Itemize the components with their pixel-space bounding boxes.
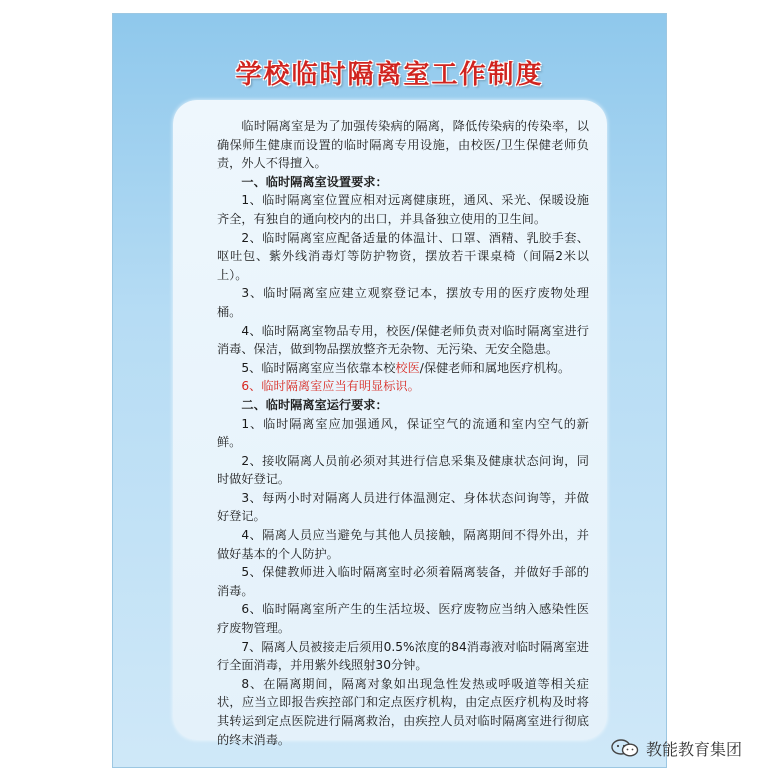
operation-rule-7: 7、隔离人员被接走后须用0.5%浓度的84消毒液对临时隔离室进行全面消毒，并用紫外线照射30分钟。: [217, 639, 589, 673]
watermark-text: 教能教育集团: [646, 739, 743, 759]
poster-board: [112, 13, 667, 768]
setup-rule-6: 6、临时隔离室应当有明显标识。: [241, 379, 420, 394]
poster-title: 学校临时隔离室工作制度: [235, 60, 544, 90]
setup-rule-4: 4、临时隔离室物品专用，校医/保健老师负责对临时隔离室进行消毒、保洁，做到物品摆放整齐无杂物、无污染、无安全隐患。: [217, 323, 589, 357]
operation-rule-1: 1、临时隔离室应加强通风，保证空气的流通和室内空气的新鲜。: [217, 416, 589, 450]
operation-rule-6: 6、临时隔离室所产生的生活垃圾、医疗废物应当纳入感染性医疗废物管理。: [217, 602, 589, 636]
operation-rule-2: 2、接收隔离人员前必须对其进行信息采集及健康状态问询，同时做好登记。: [217, 453, 589, 487]
operation-rule-4: 4、隔离人员应当避免与其他人员接触，隔离期间不得外出，并做好基本的个人防护。: [217, 528, 589, 561]
setup-rule-5-end: /保健老师和属地医疗机构。: [419, 360, 571, 375]
setup-rule-5: [217, 359, 589, 378]
content-panel: [173, 100, 607, 747]
section-heading-operation: 二、临时隔离室运行要求：: [241, 397, 388, 412]
operation-rule-3: 3、每两小时对隔离人员进行体温测定、身体状态问询等，并做好登记。: [217, 490, 589, 524]
wechat-icon: [610, 738, 640, 758]
setup-rule-5-start: 5、临时隔离室应当依靠本校: [241, 360, 396, 375]
section-heading-setup: 一、临时隔离室设置要求：: [241, 174, 388, 189]
setup-rule-2: 2、临时隔离室应配备适量的体温计、口罩、酒精、乳胶手套、呕吐包、紫外线消毒灯等防护物资，摆放若干课桌椅（间隔2米以上）。: [217, 230, 589, 282]
operation-rule-8: 8、在隔离期间，隔离对象如出现急性发热或呼吸道等相关症状，应当立即报告疾控部门和定点医疗机构，由定点医疗机构及时将其转运到定点医院进行隔离救治，由疾控人员对临时隔离室进行彻底的终末消毒。: [217, 676, 589, 747]
setup-rule-3: 3、临时隔离室应建立观察登记本，摆放专用的医疗废物处理桶。: [217, 286, 589, 319]
operation-rule-5: 5、保健教师进入临时隔离室时必须着隔离装备，并做好手部的消毒。: [217, 565, 589, 598]
setup-rule-5-highlight: 校医: [395, 360, 420, 375]
intro-paragraph: 临时隔离室是为了加强传染病的隔离，降低传染病的传染率，以确保师生健康而设置的临时隔离专用设施，由校医/卫生保健老师负责，外人不得擅入。: [217, 119, 589, 171]
setup-rule-1: 1、临时隔离室位置应相对远离健康班，通风、采光、保暖设施齐全，有独自的通向校内的出口，并具备独立使用的卫生间。: [217, 193, 589, 226]
rules-text: [217, 117, 589, 749]
watermark: [610, 737, 742, 759]
